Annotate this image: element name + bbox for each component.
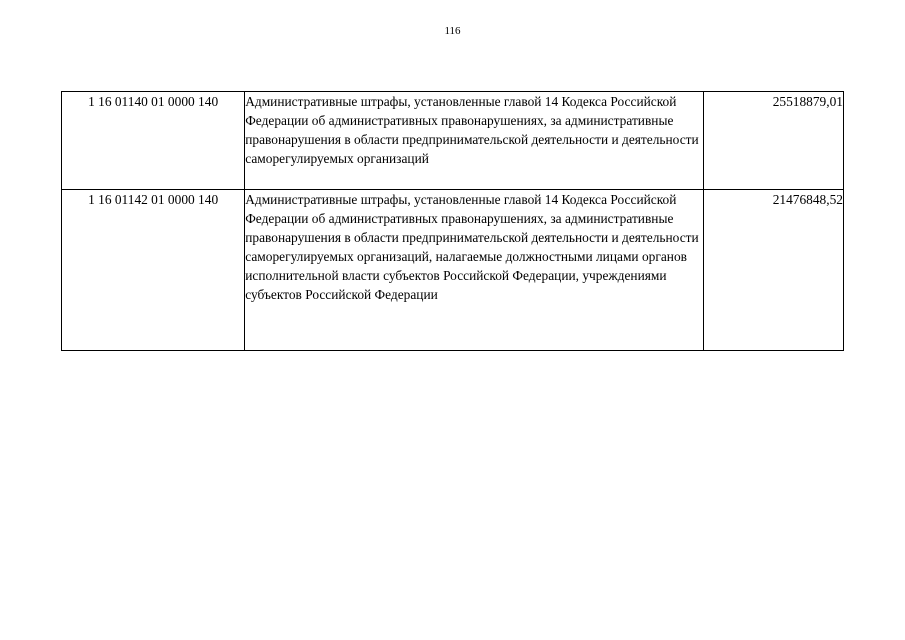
budget-code-cell: 1 16 01140 01 0000 140 xyxy=(62,92,245,190)
description-cell: Административные штрафы, установленные главой 14 Кодекса Российской Федерации об административных правонарушениях, за административные правонарушения в области предпринимательской деятельности и деятельности саморегулируемых организаций xyxy=(245,92,704,190)
description-cell: Административные штрафы, установленные главой 14 Кодекса Российской Федерации об административных правонарушениях, за административные правонарушения в области предпринимательской деятельности и деятельности саморегулируемых организаций, налагаемые должностными лицами органов исполнительной власти субъектов Российской Федерации, учреждениями субъектов Российской Федерации xyxy=(245,190,704,351)
amount-cell: 21476848,52 xyxy=(703,190,843,351)
amount-cell: 25518879,01 xyxy=(703,92,843,190)
budget-code-cell: 1 16 01142 01 0000 140 xyxy=(62,190,245,351)
page-number: 116 xyxy=(444,25,461,37)
table-row xyxy=(62,190,844,351)
budget-revenue-table xyxy=(61,91,844,351)
table-row xyxy=(62,92,844,190)
